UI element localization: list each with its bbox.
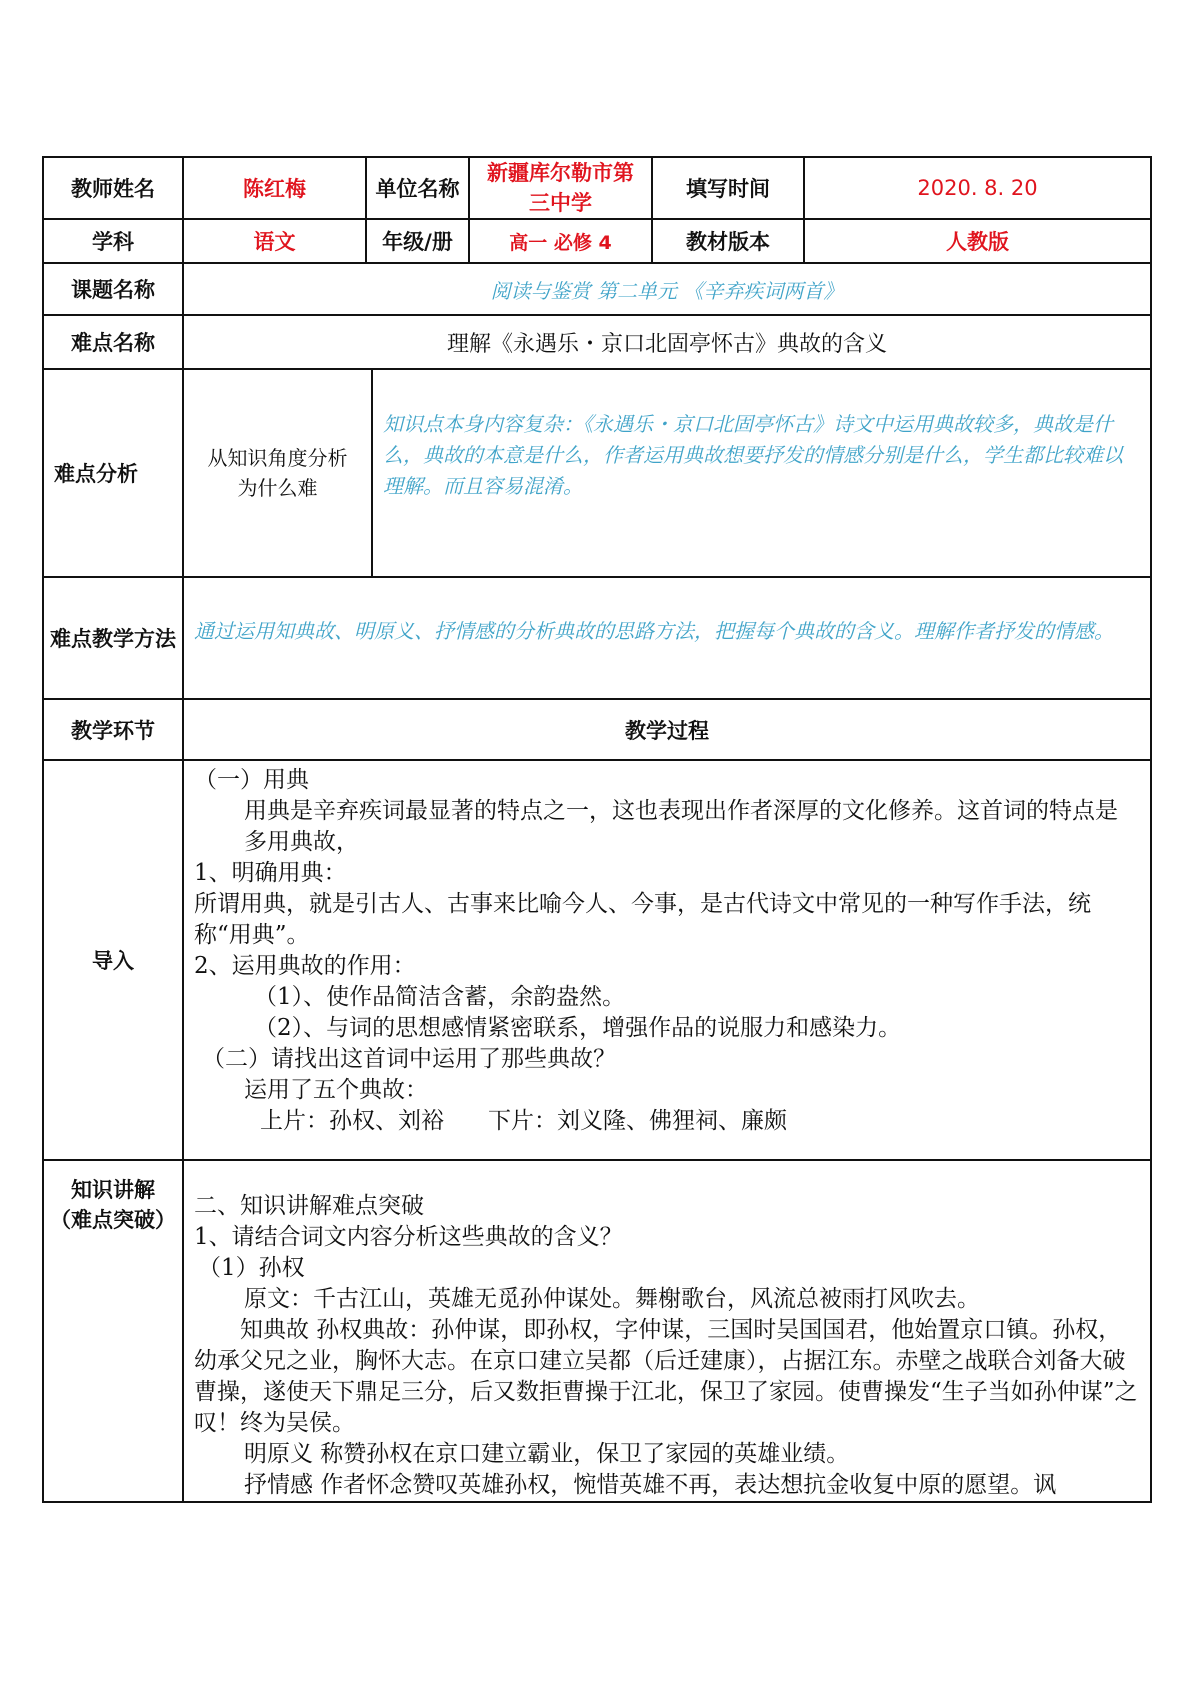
header-row-1 bbox=[43, 157, 1151, 219]
topic-label: 课题名称 bbox=[43, 263, 183, 315]
grade-label: 年级/册 bbox=[366, 219, 469, 263]
analysis-row bbox=[43, 369, 1151, 577]
teacher-name: 陈红梅 bbox=[183, 157, 366, 219]
knowledge-label: 知识讲解 （难点突破） bbox=[43, 1160, 183, 1502]
intro-line: 所谓用典，就是引古人、古事来比喻今人、今事，是古代诗文中常见的一种写作手法，统称“用典”。 bbox=[194, 891, 1091, 948]
topic-row bbox=[43, 263, 1151, 315]
date-label: 填写时间 bbox=[652, 157, 804, 219]
analysis-label: 难点分析 bbox=[43, 369, 183, 577]
subject-label: 学科 bbox=[43, 219, 183, 263]
intro-line: 1、明确用典： bbox=[194, 860, 347, 886]
unit-name: 新疆库尔勒市第三中学 bbox=[469, 157, 652, 219]
edition-label: 教材版本 bbox=[652, 219, 804, 263]
intro-line: 运用了五个典故： bbox=[244, 1077, 428, 1103]
intro-line: （二）请找出这首词中运用了那些典故？ bbox=[202, 1046, 616, 1072]
knowledge-line: （1）孙权 bbox=[198, 1255, 305, 1281]
intro-line: （1）、使作品简洁含蓄，余韵盎然。 bbox=[254, 984, 626, 1010]
edition-value: 人教版 bbox=[804, 219, 1151, 263]
knowledge-row bbox=[43, 1160, 1151, 1502]
difficulty-row bbox=[43, 315, 1151, 369]
intro-line: 上片：孙权、刘裕 下片：刘义隆、佛狸祠、廉颇 bbox=[260, 1108, 787, 1134]
teacher-label: 教师姓名 bbox=[43, 157, 183, 219]
header-row-2 bbox=[43, 219, 1151, 263]
intro-row bbox=[43, 760, 1151, 1160]
grade-value: 高一 必修 4 bbox=[469, 219, 652, 263]
process-header-row bbox=[43, 699, 1151, 760]
subject-value: 语文 bbox=[183, 219, 366, 263]
intro-line: （2）、与词的思想感情紧密联系，增强作品的说服力和感染力。 bbox=[254, 1015, 902, 1041]
knowledge-line: 明原义 称赞孙权在京口建立霸业，保卫了家园的英雄业绩。 bbox=[244, 1441, 850, 1467]
knowledge-line: 知典故 孙权典故：孙仲谋，即孙权，字仲谋，三国时吴国国君，他始置京口镇。孙权，幼承父兄之业，胸怀大志。在京口建立吴都（后迁建康），占据江东。赤壁之战联合刘备大破曹操，遂使天下鼎足三分，后又数拒曹操于江北，保卫了家园。使曹操发“生子当如孙仲谋”之叹！终为吴侯。 bbox=[194, 1317, 1138, 1436]
knowledge-line: 1、请结合词文内容分析这些典故的含义？ bbox=[194, 1224, 623, 1250]
intro-line: （一）用典 bbox=[194, 767, 309, 793]
knowledge-content bbox=[183, 1160, 1151, 1502]
process-value: 教学过程 bbox=[183, 699, 1151, 760]
method-label: 难点教学方法 bbox=[43, 577, 183, 699]
difficulty-label: 难点名称 bbox=[43, 315, 183, 369]
date-value: 2020. 8. 20 bbox=[804, 157, 1151, 219]
intro-line: 2、运用典故的作用： bbox=[194, 953, 416, 979]
knowledge-line: 原文：千古江山，英雄无觅孙仲谋处。舞榭歌台，风流总被雨打风吹去。 bbox=[244, 1286, 980, 1312]
intro-content bbox=[183, 760, 1151, 1160]
difficulty-value: 理解《永遇乐・京口北固亭怀古》典故的含义 bbox=[183, 315, 1151, 369]
unit-label: 单位名称 bbox=[366, 157, 469, 219]
process-label: 教学环节 bbox=[43, 699, 183, 760]
knowledge-line: 二、知识讲解难点突破 bbox=[194, 1193, 424, 1219]
intro-line: 用典是辛弃疾词最显著的特点之一，这也表现出作者深厚的文化修养。这首词的特点是多用典故， bbox=[244, 798, 1118, 855]
lesson-plan-table bbox=[42, 156, 1152, 1503]
topic-value: 阅读与鉴赏 第二单元 《辛弃疾词两首》 bbox=[183, 263, 1151, 315]
analysis-value: 知识点本身内容复杂：《永遇乐・京口北固亭怀古》诗文中运用典故较多，典故是什么，典故的本意是什么，作者运用典故想要抒发的情感分别是什么，学生都比较难以理解。而且容易混淆。 bbox=[372, 369, 1151, 577]
analysis-sub-label: 从知识角度分析为什么难 bbox=[183, 369, 372, 577]
method-value: 通过运用知典故、明原义、抒情感的分析典故的思路方法，把握每个典故的含义。理解作者抒发的情感。 bbox=[183, 577, 1151, 699]
knowledge-line: 抒情感 作者怀念赞叹英雄孙权，惋惜英雄不再，表达想抗金收复中原的愿望。讽 bbox=[244, 1472, 1057, 1498]
intro-label: 导入 bbox=[43, 760, 183, 1160]
method-row bbox=[43, 577, 1151, 699]
